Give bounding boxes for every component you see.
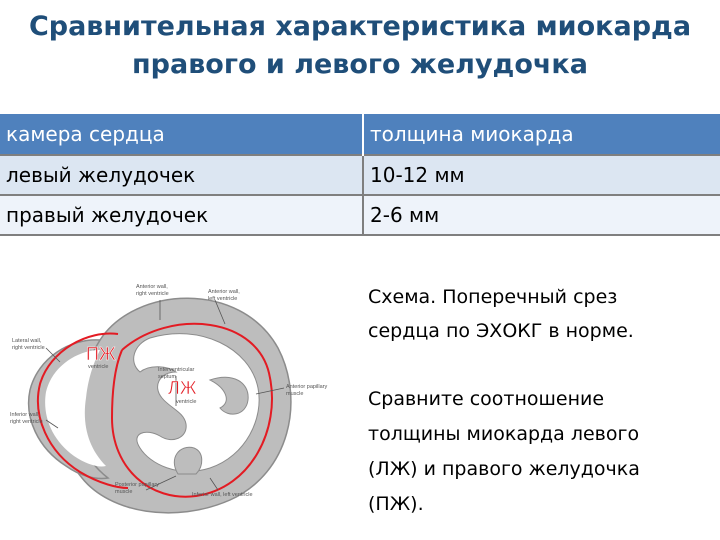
myocardium-table: [0, 114, 720, 236]
label-septum-1: Interventricular: [158, 367, 195, 373]
header-thickness: толщина миокарда: [363, 114, 720, 155]
row-rv-thickness: 2-6 мм: [363, 195, 720, 235]
question-line-1: Сравните соотношение: [368, 388, 605, 410]
label-lateral-wall-rv-2: right ventricle: [12, 345, 45, 351]
label-posterior-papillary-2: muscle: [115, 489, 133, 495]
label-lv-abbr: ЛЖ: [168, 378, 197, 398]
label-posterior-papillary-1: Posterior papillary: [115, 482, 160, 488]
table-header-row: [0, 114, 720, 155]
row-rv-chamber: правый желудочек: [0, 195, 363, 235]
diagram-caption: [368, 280, 713, 348]
label-lateral-wall-rv-1: Lateral wall,: [12, 338, 42, 344]
label-anterior-wall-lv-1: Anterior wall,: [208, 289, 240, 295]
table-row: [0, 155, 720, 195]
label-septum-2: septum: [158, 374, 177, 380]
label-anterior-wall-lv-2: left ventricle: [208, 296, 238, 302]
slide-title: [0, 8, 720, 84]
caption-line-2: сердца по ЭХОКГ в норме.: [368, 320, 634, 342]
label-anterior-papillary-2: muscle: [286, 391, 304, 397]
label-lv-sub: ventricle: [176, 399, 197, 405]
caption-line-1: Схема. Поперечный срез: [368, 286, 618, 308]
posterior-papillary-muscle: [174, 447, 201, 474]
label-anterior-wall-rv-2: right ventricle: [136, 291, 169, 297]
question-line-3: (ЛЖ) и правого желудочка: [368, 458, 640, 480]
title-line-2: правого и левого желудочка: [132, 49, 588, 80]
label-inferior-wall-lv: Inferior wall, left ventricle: [192, 492, 253, 498]
heart-cross-section-diagram: [0, 268, 360, 540]
row-lv-chamber: левый желудочек: [0, 155, 363, 195]
header-chamber: камера сердца: [0, 114, 363, 155]
label-rv-abbr: ПЖ: [86, 344, 116, 364]
label-anterior-wall-rv-1: Anterior wall,: [136, 284, 168, 290]
table-row: [0, 195, 720, 235]
question-line-4: (ПЖ).: [368, 493, 424, 515]
label-rv-sub: ventricle: [88, 364, 109, 370]
title-line-1: Сравнительная характеристика миокарда: [28, 11, 692, 42]
row-lv-thickness: 10-12 мм: [363, 155, 720, 195]
question-text: [368, 382, 713, 522]
label-inferior-wall-rv-2: right ventricle: [10, 419, 43, 425]
label-anterior-papillary-1: Anterior papillary: [286, 384, 328, 390]
label-inferior-wall-rv-1: Inferior wall,: [10, 412, 40, 418]
question-line-2: толщины миокарда левого: [368, 423, 640, 445]
